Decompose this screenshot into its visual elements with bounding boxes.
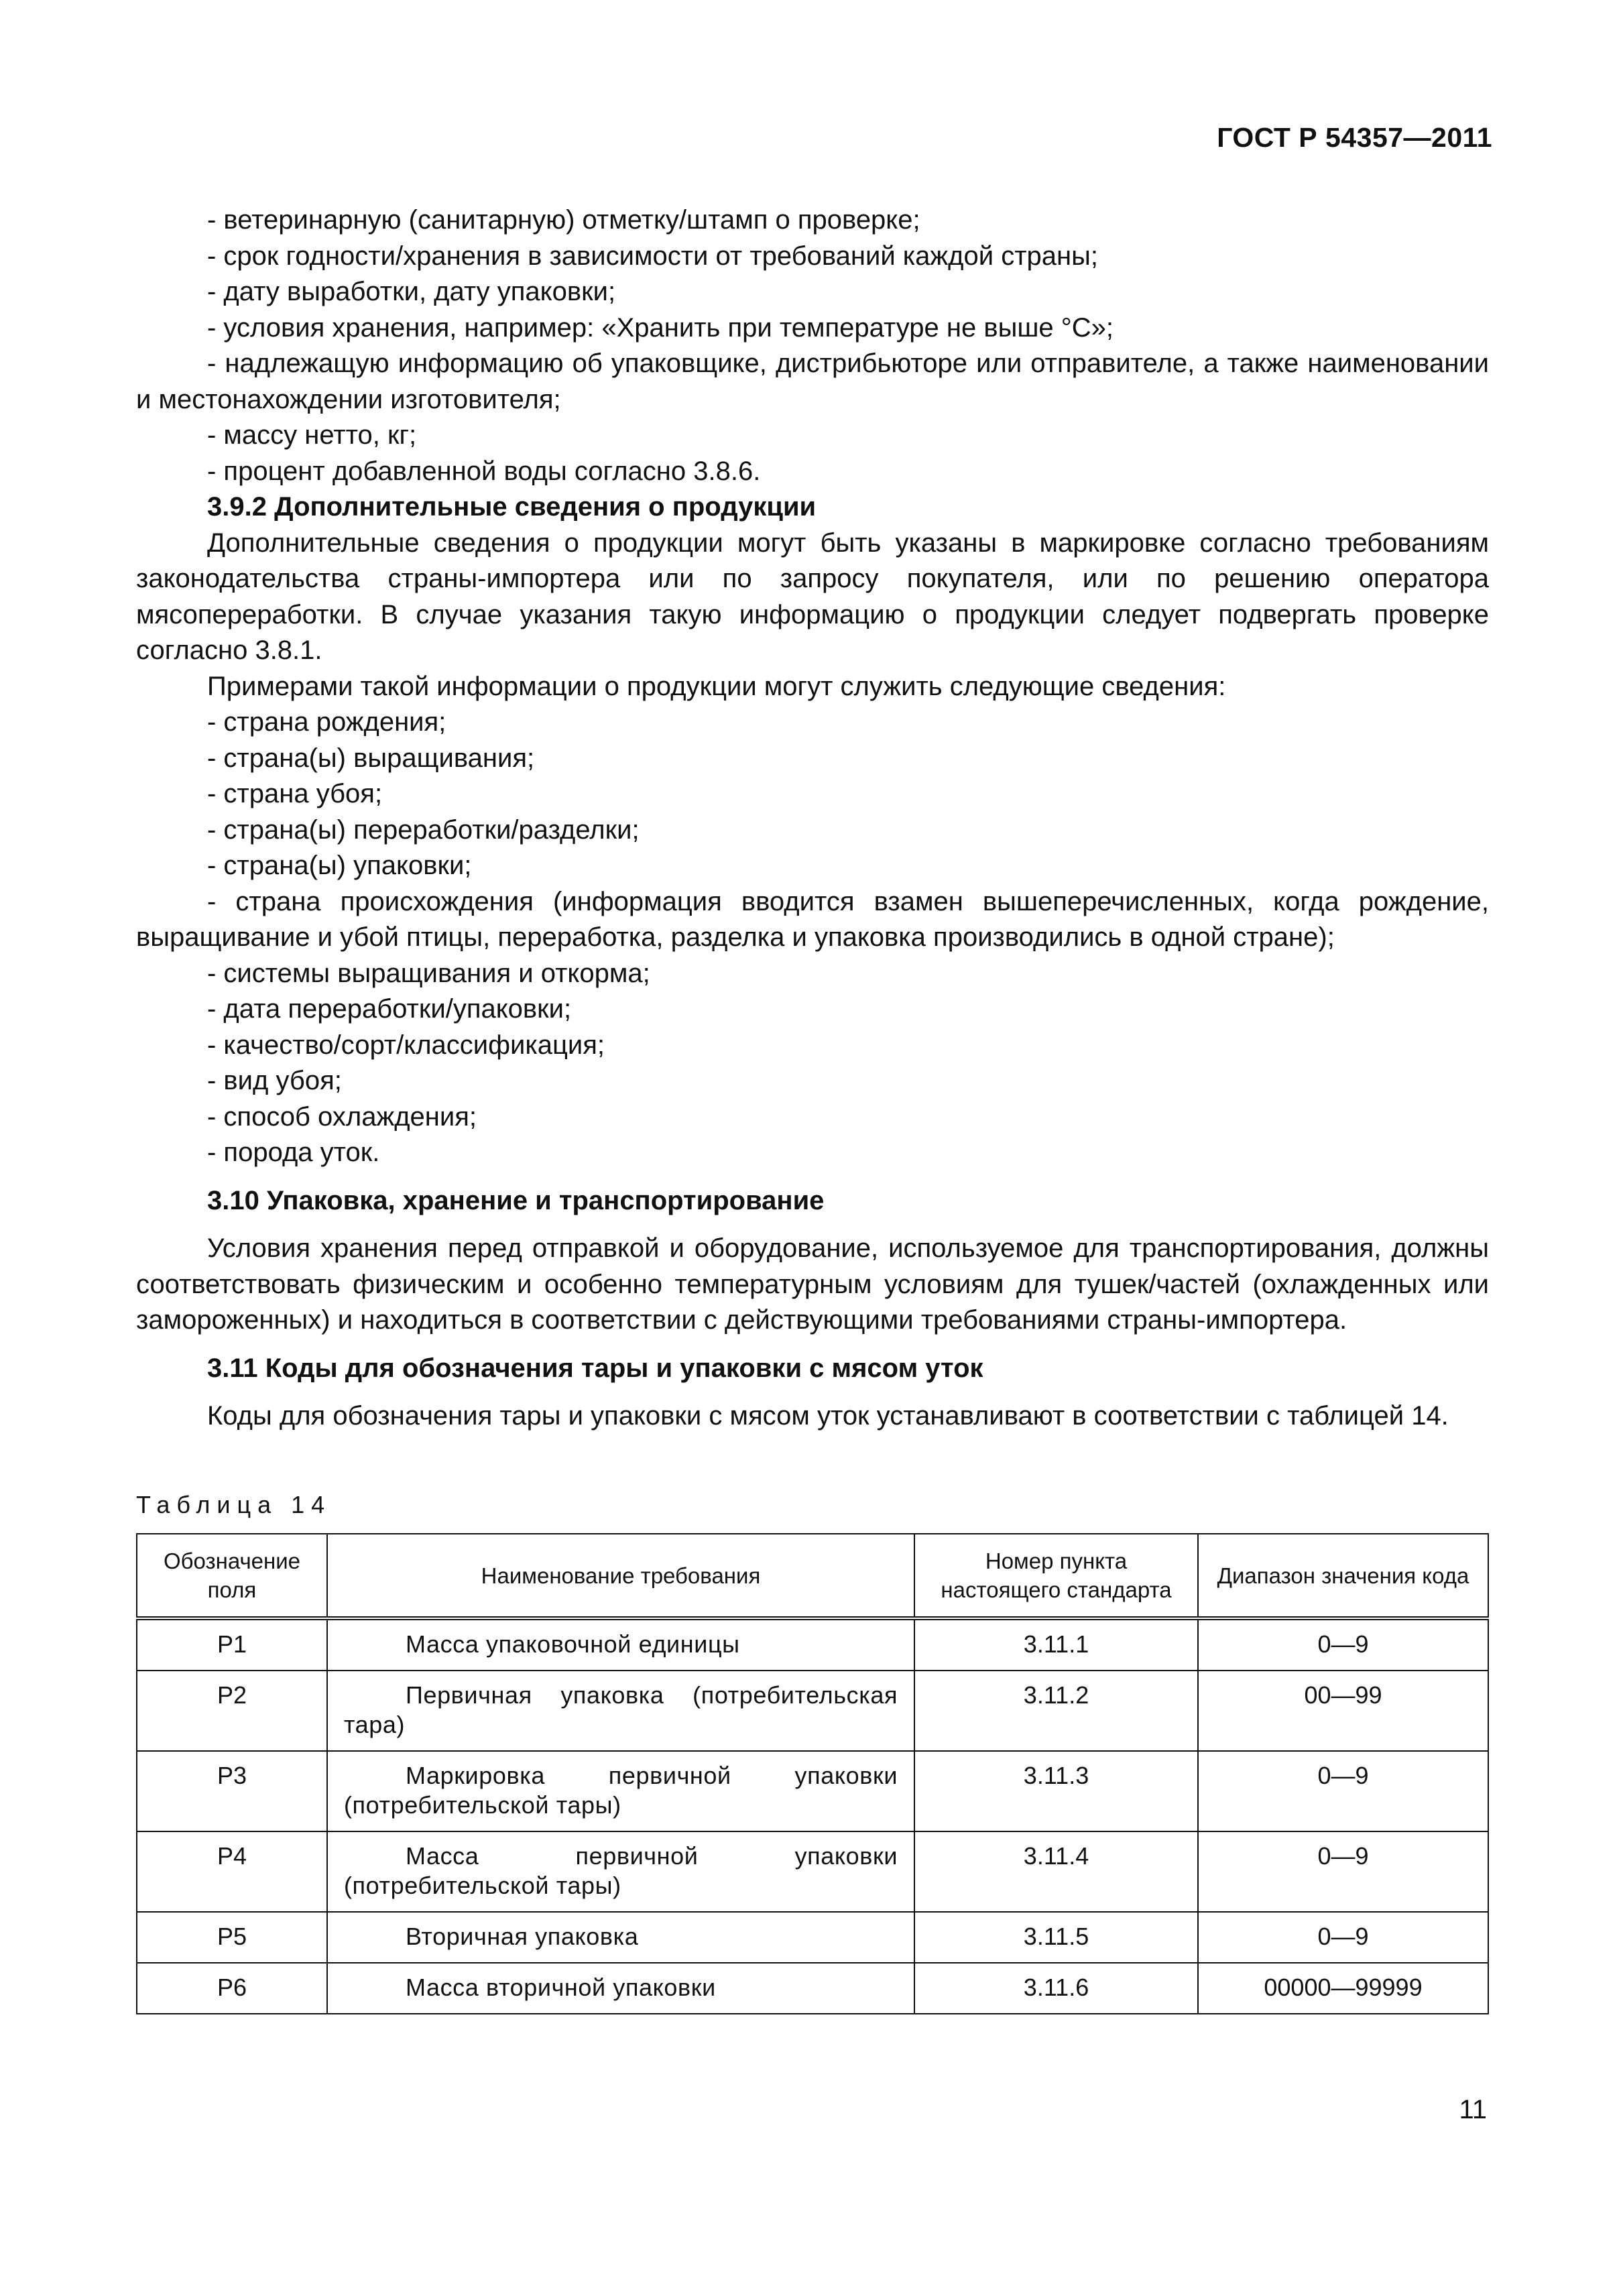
paragraph: - срок годности/хранения в зависимости от требований каждой страны; bbox=[207, 241, 1098, 271]
cell-field-code: P2 bbox=[137, 1671, 327, 1751]
table-row bbox=[137, 1751, 1488, 1831]
cell-field-code: P1 bbox=[137, 1618, 327, 1671]
cell-code-range: 00—99 bbox=[1198, 1671, 1488, 1751]
header-requirement-name: Наименование требования bbox=[327, 1534, 914, 1618]
paragraph: - надлежащую информацию об упаковщике, дистрибьюторе или отправителе, а также наименовании и местонахождении изготовителя; bbox=[136, 349, 1489, 414]
table-row bbox=[137, 1671, 1488, 1751]
cell-field-code: P5 bbox=[137, 1912, 327, 1963]
paragraph: Условия хранения перед отправкой и оборудование, используемое для транспортирования, должны соответствовать физическим и особенно температурным условиям для тушек/частей (охлажденных или замороженных) и находиться в соответствии с действующими требованиями страны-импортера. bbox=[136, 1233, 1489, 1335]
cell-requirement-text: Вторичная упаковка bbox=[405, 1923, 639, 1950]
cell-requirement-name bbox=[327, 1618, 914, 1671]
paragraph: - способ охлаждения; bbox=[207, 1101, 477, 1132]
cell-code-range: 0—9 bbox=[1198, 1831, 1488, 1912]
cell-requirement-text: Масса первичной упаковки (потребительской тары) bbox=[343, 1842, 898, 1899]
table-row bbox=[137, 1963, 1488, 2014]
cell-clause-number: 3.11.3 bbox=[914, 1751, 1198, 1831]
cell-field-code: P6 bbox=[137, 1963, 327, 2014]
cell-clause-number: 3.11.2 bbox=[914, 1671, 1198, 1751]
cell-clause-number: 3.11.5 bbox=[914, 1912, 1198, 1963]
paragraph: 3.11 Коды для обозначения тары и упаковки с мясом уток bbox=[207, 1353, 983, 1383]
cell-clause-number: 3.11.1 bbox=[914, 1618, 1198, 1671]
cell-clause-number: 3.11.6 bbox=[914, 1963, 1198, 2014]
paragraph: - страна(ы) переработки/разделки; bbox=[207, 814, 640, 845]
paragraph: Дополнительные сведения о продукции могут быть указаны в маркировке согласно требованиям законодательства страны-импортера или по запросу покупателя, или по решению оператора мясопереработки. В случае указания такую информацию о продукции следует подвергать проверке согласно 3.8.1. bbox=[136, 528, 1489, 665]
cell-code-range: 0—9 bbox=[1198, 1751, 1488, 1831]
paragraph: - системы выращивания и откорма; bbox=[207, 958, 650, 988]
paragraph: - страна(ы) упаковки; bbox=[207, 851, 472, 880]
header-clause-number: Номер пункта настоящего стандарта bbox=[914, 1534, 1198, 1618]
requirements-table bbox=[136, 1533, 1489, 2014]
cell-field-code: P4 bbox=[137, 1831, 327, 1912]
paragraph: - дату выработки, дату упаковки; bbox=[207, 277, 616, 306]
paragraph: Коды для обозначения тары и упаковки с мясом уток устанавливают в соответствии с таблицей 14. bbox=[207, 1401, 1449, 1431]
paragraph: - вид убоя; bbox=[207, 1066, 342, 1095]
cell-code-range: 00000—99999 bbox=[1198, 1963, 1488, 2014]
paragraph: - страна убоя; bbox=[207, 779, 383, 808]
table-header-row bbox=[137, 1534, 1488, 1618]
cell-requirement-name bbox=[327, 1963, 914, 2014]
page-number: 11 bbox=[1459, 2095, 1487, 2124]
cell-clause-number: 3.11.4 bbox=[914, 1831, 1198, 1912]
paragraph: - порода уток. bbox=[207, 1138, 380, 1167]
cell-requirement-name bbox=[327, 1671, 914, 1751]
paragraph: - качество/сорт/классификация; bbox=[207, 1030, 605, 1060]
cell-requirement-name bbox=[327, 1912, 914, 1963]
paragraph: - ветеринарную (санитарную) отметку/штамп о проверке; bbox=[207, 205, 920, 235]
table-row bbox=[137, 1912, 1488, 1963]
paragraph: 3.10 Упаковка, хранение и транспортирование bbox=[207, 1185, 825, 1215]
table-caption: Таблица 14 bbox=[136, 1490, 332, 1518]
cell-requirement-text: Масса упаковочной единицы bbox=[405, 1630, 740, 1658]
paragraph: - процент добавленной воды согласно 3.8.6. bbox=[207, 456, 761, 486]
paragraph: 3.9.2 Дополнительные сведения о продукции bbox=[207, 492, 817, 522]
document-code: ГОСТ Р 54357—2011 bbox=[1217, 122, 1492, 153]
paragraph-list bbox=[136, 202, 1489, 1435]
cell-requirement-text: Маркировка первичной упаковки (потребительской тары) bbox=[343, 1762, 898, 1819]
paragraph: - страна(ы) выращивания; bbox=[207, 743, 535, 773]
table-row bbox=[137, 1618, 1488, 1671]
paragraph: - страна происхождения (информация вводится взамен вышеперечисленных, когда рождение, выращивание и убой птицы, переработка, разделка и упаковка производились в одной стране); bbox=[136, 886, 1489, 952]
cell-requirement-text: Первичная упаковка (потребительская тара) bbox=[343, 1681, 898, 1738]
paragraph: - условия хранения, например: «Хранить при температуре не выше °С»; bbox=[207, 312, 1114, 343]
cell-requirement-text: Масса вторичной упаковки bbox=[405, 1974, 716, 2001]
cell-requirement-name bbox=[327, 1831, 914, 1912]
cell-code-range: 0—9 bbox=[1198, 1912, 1488, 1963]
table-row bbox=[137, 1831, 1488, 1912]
cell-requirement-name bbox=[327, 1751, 914, 1831]
cell-field-code: P3 bbox=[137, 1751, 327, 1831]
header-field-code: Обозначение поля bbox=[137, 1534, 327, 1618]
paragraph: - дата переработки/упаковки; bbox=[207, 994, 572, 1024]
paragraph: - страна рождения; bbox=[207, 707, 446, 737]
paragraph: Примерами такой информации о продукции могут служить следующие сведения: bbox=[207, 671, 1226, 701]
paragraph: - массу нетто, кг; bbox=[207, 420, 417, 450]
header-code-range: Диапазон значения кода bbox=[1198, 1534, 1488, 1618]
body-text bbox=[136, 202, 1489, 2014]
table-body bbox=[137, 1618, 1488, 2014]
cell-code-range: 0—9 bbox=[1198, 1618, 1488, 1671]
